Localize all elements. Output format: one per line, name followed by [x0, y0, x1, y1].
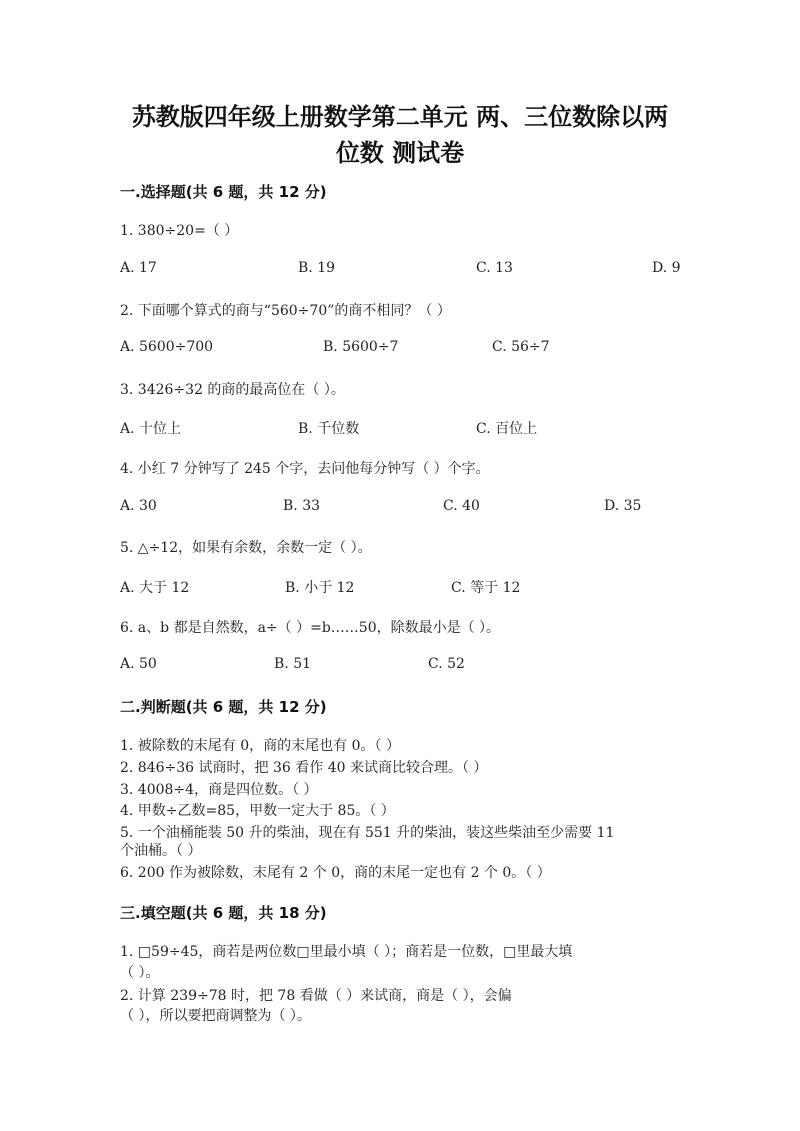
question-6: 6. a、b 都是自然数，a÷（ ）=b……50，除数最小是（ ）。 — [120, 620, 501, 636]
judgement-line-3: 3. 4008÷4，商是四位数。（ ） — [120, 782, 318, 798]
section-heading-judgement: 二.判断题(共 6 题，共 12 分) — [120, 698, 327, 716]
q6-option-a: A. 50 — [120, 656, 157, 672]
q6-option-b: B. 51 — [274, 656, 312, 672]
question-4: 4. 小红 7 分钟写了 245 个字，去问他每分钟写（ ）个字。 — [120, 461, 490, 477]
question-1: 1. 380÷20=（ ） — [120, 223, 239, 239]
fill-blank-line-2-cont: （ ），所以要把商调整为（ ）。 — [120, 1008, 311, 1024]
q5-option-a: A. 大于 12 — [120, 580, 190, 596]
q4-option-c: C. 40 — [443, 498, 480, 514]
q5-option-b: B. 小于 12 — [285, 580, 355, 596]
q1-option-d: D. 9 — [652, 260, 681, 276]
q3-option-b: B. 千位数 — [298, 421, 360, 437]
judgement-line-6: 6. 200 作为被除数，末尾有 2 个 0，商的末尾一定也有 2 个 0。（ ） — [120, 865, 551, 881]
section-heading-fill-blank: 三.填空题(共 6 题，共 18 分) — [120, 904, 327, 922]
q4-option-b: B. 33 — [283, 498, 321, 514]
q4-option-d: D. 35 — [604, 498, 642, 514]
section-heading-choice: 一.选择题(共 6 题，共 12 分) — [120, 183, 327, 201]
q5-option-c: C. 等于 12 — [451, 580, 521, 596]
q1-option-a: A. 17 — [120, 260, 157, 276]
q1-option-c: C. 13 — [476, 260, 513, 276]
fill-blank-line-1: 1. □59÷45，商若是两位数□里最小填（ ）；商若是一位数，□里最大填 — [120, 944, 573, 960]
q2-option-c: C. 56÷7 — [492, 339, 550, 355]
q3-option-c: C. 百位上 — [476, 421, 538, 437]
question-3: 3. 3426÷32 的商的最高位在（ ）。 — [120, 382, 345, 398]
q6-option-c: C. 52 — [428, 656, 465, 672]
page-title-line-1: 苏教版四年级上册数学第二单元 两、三位数除以两 — [131, 103, 669, 131]
judgement-line-1: 1. 被除数的末尾有 0，商的末尾也有 0。（ ） — [120, 738, 400, 754]
judgement-line-5: 5. 一个油桶能装 50 升的柴油，现在有 551 升的柴油，装这些柴油至少需要 11 — [120, 825, 615, 841]
judgement-line-2: 2. 846÷36 试商时，把 36 看作 40 来试商比较合理。（ ） — [120, 760, 488, 776]
q2-option-b: B. 5600÷7 — [323, 339, 399, 355]
fill-blank-line-1-cont: （ ）。 — [120, 965, 160, 981]
judgement-line-5-cont: 个油桶。（ ） — [120, 843, 202, 859]
q4-option-a: A. 30 — [120, 498, 157, 514]
q1-option-b: B. 19 — [298, 260, 336, 276]
question-5: 5. △÷12，如果有余数，余数一定（ ）。 — [120, 540, 372, 556]
page-title-line-2: 位数 测试卷 — [335, 139, 465, 167]
q3-option-a: A. 十位上 — [120, 421, 182, 437]
judgement-line-4: 4. 甲数÷乙数=85，甲数一定大于 85。（ ） — [120, 803, 395, 819]
fill-blank-line-2: 2. 计算 239÷78 时，把 78 看做（ ）来试商，商是（ ），会偏 — [120, 988, 512, 1004]
question-2: 2. 下面哪个算式的商与“560÷70”的商不相同？（ ） — [120, 303, 451, 319]
q2-option-a: A. 5600÷700 — [120, 339, 214, 355]
